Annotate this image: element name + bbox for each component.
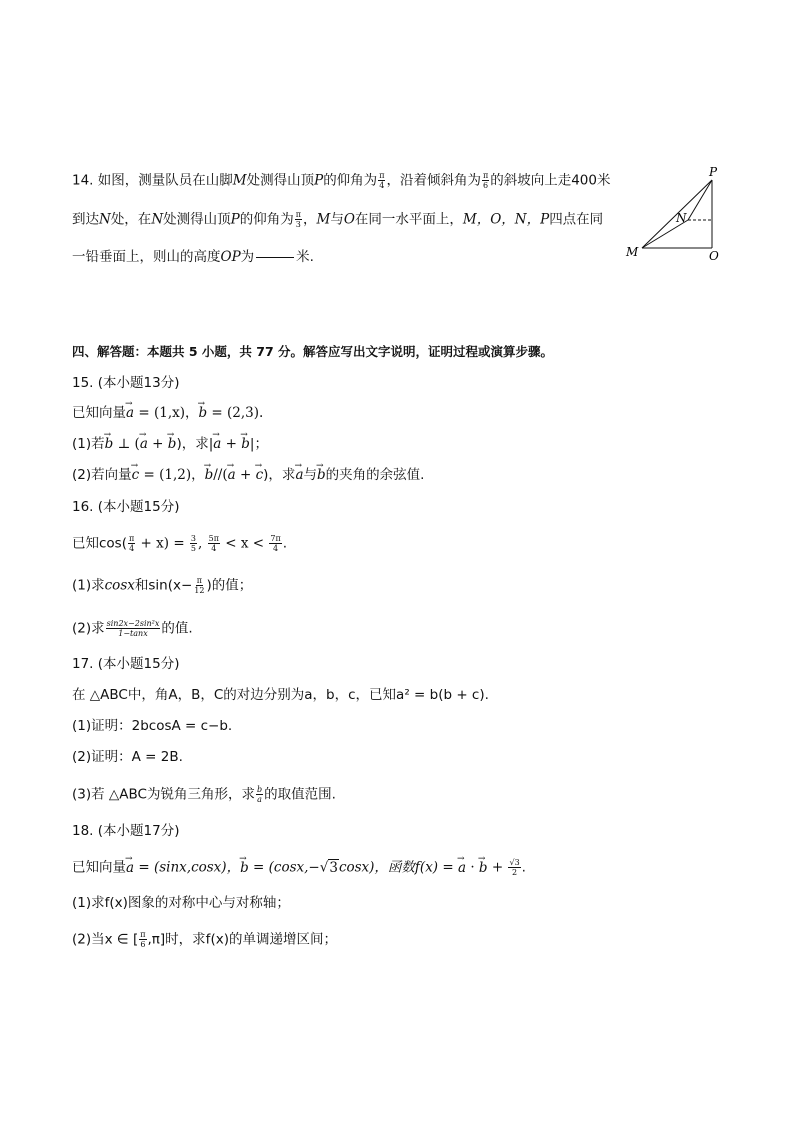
fraction: $\frac{\pi}{3}$ [295,210,301,229]
label-p: P [709,165,718,179]
text: ，沿着倾斜角为 [386,172,481,189]
q17-title: 17. (本小题15分) [72,656,180,672]
q16-part-1: (1)求cosx和sin(x− $\frac{\pi}{12}$ )的值； [72,576,253,595]
q18-part-1: (1)求f(x)图象的对称中心与对称轴； [72,895,290,911]
text: 到达 [72,211,99,228]
text: 与 [330,211,344,228]
label-n: N [676,211,687,225]
var-m: M [232,172,247,189]
q17-part-1: (1)证明：2bcosA = c−b. [72,718,233,734]
var-points: M，O，N，P [462,211,550,228]
q18-given: 已知向量→ a = (sinx,cosx)，→ b = (cosx,−√3cosx)，函数f(x) = → a · → b + $\frac{√3}{2}$ . [72,858,526,877]
label-m: M [626,245,639,259]
answer-blank[interactable] [256,257,294,258]
q14-line-3 [72,248,314,266]
q16-title: 16. (本小题15分) [72,499,180,515]
text: ， [302,211,317,228]
text: 的仰角为 [239,211,294,228]
text: 在同一水平面上， [354,211,463,228]
q15-given: 已知向量→ a = (1,x)，→ b = (2,3). [72,404,263,422]
fraction: $\frac{\pi}{4}$ [379,171,385,190]
var-p: P [314,172,324,189]
text: 处测得山顶 [163,211,231,228]
q17-given: 在 △ABC中，角A，B，C的对边分别为a，b，c，已知a² = b(b + c). [72,687,489,703]
q18-part-2: (2)当x ∈ [ $\frac{\pi}{6}$ ,π]时，求f(x)的单调递增区间； [72,930,337,949]
text: 为 [240,249,255,265]
label-o: O [709,249,719,263]
var-o: O [343,211,355,228]
var-n: N [151,211,164,228]
q16-part-2: (2)求 $\frac{\text{sin2x−2sin²x}}{1-\tan x}$ 的值. [72,619,193,638]
text: 处，在 [110,211,152,228]
q16-given: 已知cos( $\frac{\pi}{4}$ + x) = $\frac{3}{5}$ , $\frac{5\pi}{4}$ < x < $\frac{7\pi}{4}$ . [72,534,288,553]
q15-title: 15. (本小题13分) [72,375,180,391]
q18-title: 18. (本小题17分) [72,823,180,839]
q17-part-2: (2)证明：A = 2B. [72,749,183,765]
section-heading: 四、解答题：本题共 5 小题，共 77 分。解答应写出文字说明，证明过程或演算步骤。 [72,344,554,359]
text: 的斜坡向上走400米 [490,172,611,189]
q14-line-1 [72,171,611,190]
vector-a: → a [126,404,134,422]
text: 的仰角为 [323,172,378,189]
q14-line-2 [72,210,603,229]
vector-b: → b [198,404,207,422]
text: 四点在同 [549,211,604,228]
text: 一铅垂面上，则山的高度 [72,249,221,265]
text: 米. [296,249,314,265]
text: 处测得山顶 [246,172,315,189]
q15-part-2: (2)若向量→ c = (1,2)，→ b//(→ a + → c)，求→ a与→ b的夹角的余弦值. [72,466,424,484]
var-p: P [230,211,240,228]
var-m: M [316,211,331,228]
text: 14. 如图，测量队员在山脚 [72,172,233,189]
q17-part-3: (3)若 △ABC为锐角三角形，求 $\frac{b}{a}$ 的取值范围. [72,785,336,804]
fraction: $\frac{\pi}{6}$ [482,171,489,190]
triangle-figure [620,160,730,270]
var-op: OP [220,249,241,265]
q15-part-1: (1)若→ b ⊥ (→ a + → b)，求|→ a + → b|； [72,435,268,453]
var-n: N [99,211,111,228]
